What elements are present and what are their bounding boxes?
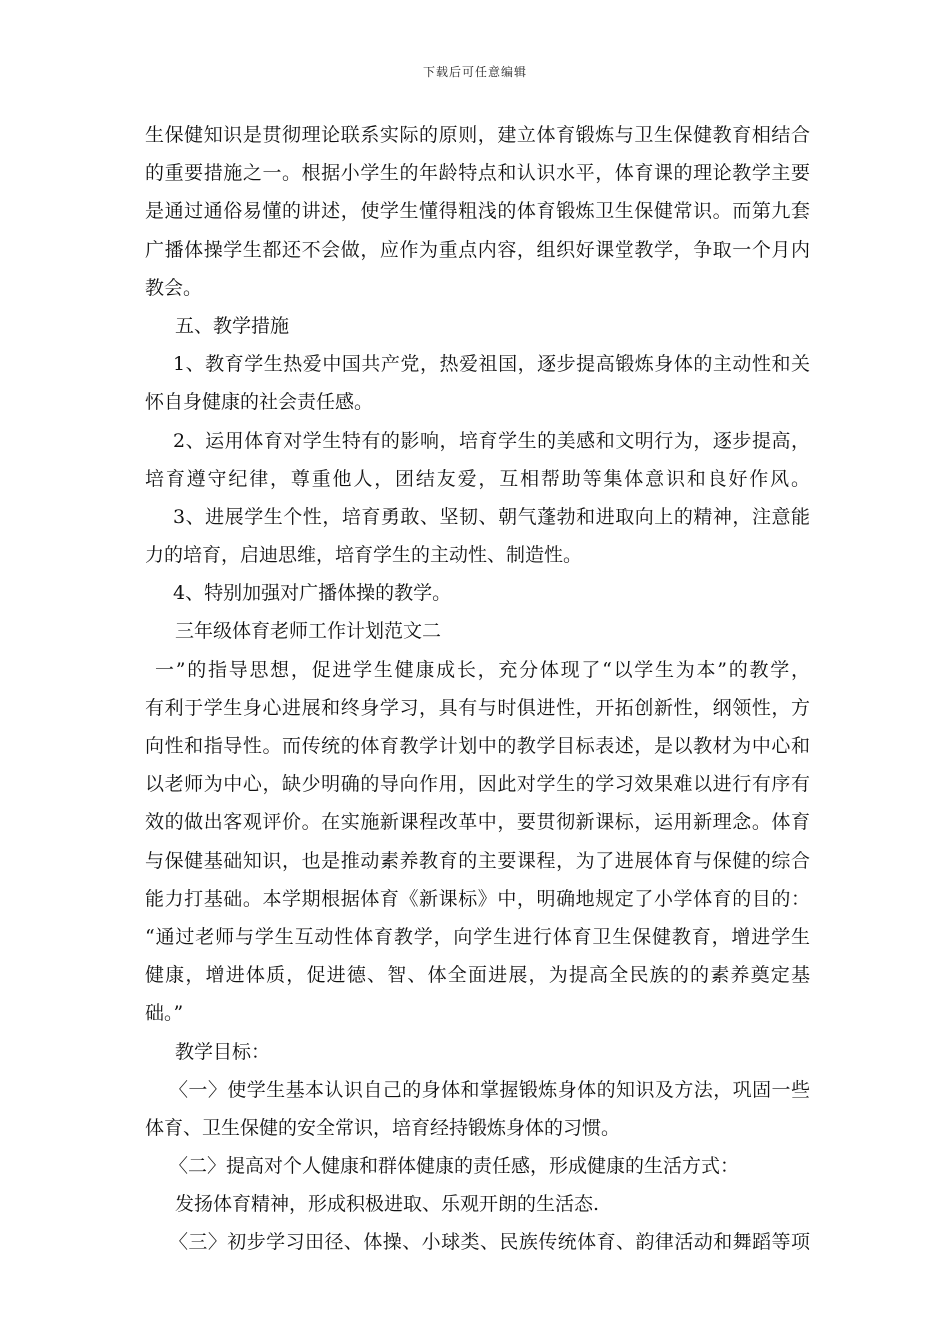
text-line-24: 础。” (145, 1002, 184, 1025)
text-line-26: 〈一〉使学生基本认识自己的身体和掌握锻炼身体的知识及方法，巩固一些 (169, 1078, 810, 1101)
text-line-23: 健康，增进体质，促进德、智、体全面进展，为提高全民族的的素养奠定基 (145, 964, 810, 987)
document-body (145, 116, 810, 1262)
text-line-29: 发扬体育精神，形成积极进取、乐观开朗的生活态. (175, 1193, 600, 1216)
text-line-12: 力的培育，启迪思维，培育学生的主动性、制造性。 (145, 544, 583, 567)
text-line-27: 体育、卫生保健的安全常识，培育经持锻炼身体的习惯。 (145, 1116, 621, 1139)
text-line-20: 与保健基础知识，也是推动素养教育的主要课程，为了进展体育与保健的综合 (145, 849, 810, 872)
text-line-7: 1、教育学生热爱中国共产党，热爱祖国，逐步提高锻炼身体的主动性和关 (173, 353, 810, 376)
text-line-9: 2、运用体育对学生特有的影响，培育学生的美感和文明行为，逐步提高， (173, 429, 810, 452)
text-line-28: 〈二〉提高对个人健康和群体健康的责任感，形成健康的生活方式： (169, 1155, 740, 1178)
text-line-21: 能力打基础。本学期根据体育《新课标》中，明确地规定了小学体育的目的： (145, 887, 810, 910)
text-line-5: 教会。 (145, 276, 203, 299)
text-line-17: 向性和指导性。而传统的体育教学计划中的教学目标表述，是以教材为中心和 (145, 735, 810, 757)
text-line-4: 广播体操学生都还不会做，应作为重点内容，组织好课堂教学，争取一个月内 (145, 238, 810, 261)
text-line-30: 〈三〉初步学习田径、体操、小球类、民族传统体育、韵律活动和舞蹈等项 (169, 1231, 810, 1254)
text-line-15: 一”的指导思想，促进学生健康成长，充分体现了“以学生为本”的教学， (155, 658, 810, 681)
text-line-8: 怀自身健康的社会责任感。 (145, 391, 374, 414)
text-line-18: 以老师为中心，缺少明确的导向作用，因此对学生的学习效果难以进行有序有 (145, 773, 810, 796)
text-line-16: 有利于学生身心进展和终身学习，具有与时俱进性，开拓创新性，纲领性，方 (145, 696, 810, 719)
text-line-3: 是通过通俗易懂的讲述，使学生懂得粗浅的体育锻炼卫生保健常识。而第九套 (145, 200, 810, 223)
text-line-1: 生保健知识是贯彻理论联系实际的原则，建立体育锻炼与卫生保健教育相结合 (145, 124, 810, 146)
section-heading-teaching-goals: 教学目标： (175, 1040, 271, 1063)
text-line-13: 4、特别加强对广播体操的教学。 (173, 582, 452, 605)
page-header: 下载后可任意编辑 (422, 65, 527, 79)
section-heading-teaching-measures: 五、教学措施 (175, 314, 290, 337)
text-line-22: “通过老师与学生互动性体育教学，向学生进行体育卫生保健教育，增进学生 (145, 925, 810, 948)
text-line-11: 3、进展学生个性，培育勇敢、坚韧、朝气蓬勃和进取向上的精神，注意能 (173, 505, 810, 528)
section-heading-sample-two: 三年级体育老师工作计划范文二 (175, 620, 442, 643)
text-line-10: 培育遵守纪律，尊重他人，团结友爱，互相帮助等集体意识和良好作风。 (145, 467, 810, 490)
text-line-2: 的重要措施之一。根据小学生的年龄特点和认识水平，体育课的理论教学主要 (145, 162, 810, 185)
text-line-19: 效的做出客观评价。在实施新课程改革中，要贯彻新课标，运用新理念。体育 (145, 811, 810, 834)
